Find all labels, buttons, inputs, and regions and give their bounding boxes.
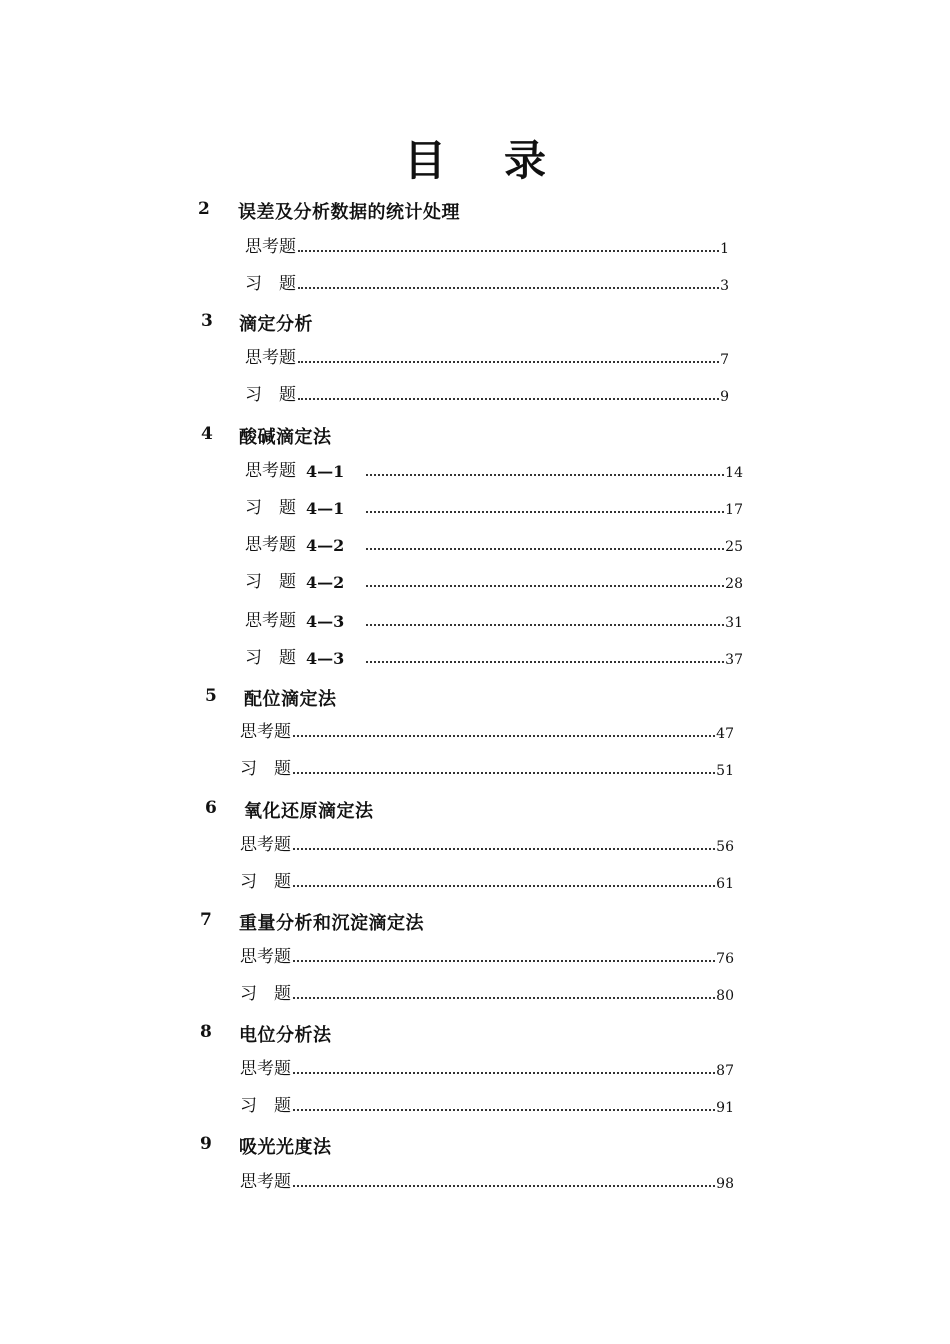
toc-entry[interactable] bbox=[240, 718, 734, 742]
entry-page: 51 bbox=[716, 763, 734, 779]
entry-page: 7 bbox=[720, 352, 729, 368]
entry-page: 61 bbox=[716, 876, 734, 892]
entry-label: 习 题 bbox=[245, 274, 296, 294]
entry-code: 4—3 bbox=[306, 649, 345, 668]
toc-entry[interactable] bbox=[240, 831, 734, 855]
entry-page: 37 bbox=[725, 652, 743, 668]
dot-leader bbox=[293, 884, 715, 887]
entry-page: 14 bbox=[725, 465, 743, 481]
toc-entry[interactable] bbox=[245, 494, 743, 518]
dot-leader bbox=[298, 286, 719, 289]
dot-leader bbox=[293, 996, 715, 999]
dot-leader bbox=[366, 584, 724, 587]
entry-page: 3 bbox=[720, 278, 729, 294]
entry-label: 思考题 bbox=[240, 1059, 291, 1079]
toc-entry[interactable] bbox=[240, 755, 734, 779]
toc-entry[interactable] bbox=[245, 457, 743, 481]
entry-label: 思考题 bbox=[245, 535, 296, 555]
page-title-right: 录 bbox=[504, 136, 547, 185]
toc-entry[interactable] bbox=[240, 1168, 734, 1192]
toc-entry[interactable] bbox=[245, 381, 729, 405]
page-title bbox=[0, 128, 950, 188]
chapter-number: 2 bbox=[198, 199, 210, 219]
chapter-number: 7 bbox=[200, 910, 212, 930]
entry-label: 思考题 bbox=[240, 947, 291, 967]
dot-leader bbox=[293, 734, 715, 737]
entry-page: 87 bbox=[716, 1063, 734, 1079]
entry-page: 47 bbox=[716, 726, 734, 742]
entry-page: 31 bbox=[725, 615, 743, 631]
entry-page: 91 bbox=[716, 1100, 734, 1116]
entry-code: 4—3 bbox=[306, 612, 345, 631]
toc-entry[interactable] bbox=[240, 1055, 734, 1079]
dot-leader bbox=[298, 249, 719, 252]
entry-code: 4—2 bbox=[306, 573, 345, 592]
entry-label: 思考题 bbox=[245, 348, 296, 368]
chapter-number: 3 bbox=[201, 311, 213, 331]
chapter-number: 4 bbox=[201, 424, 213, 444]
entry-code: 4—1 bbox=[306, 462, 345, 481]
chapter-number: 9 bbox=[200, 1134, 212, 1154]
entry-page: 17 bbox=[725, 502, 743, 518]
dot-leader bbox=[293, 771, 715, 774]
toc-entry[interactable] bbox=[245, 531, 743, 555]
dot-leader bbox=[293, 847, 715, 850]
chapter-title[interactable]: 电位分析法 bbox=[239, 1025, 332, 1046]
entry-label: 习 题 bbox=[245, 572, 296, 592]
entry-page: 25 bbox=[725, 539, 743, 555]
toc-entry[interactable] bbox=[245, 270, 729, 294]
entry-label: 思考题 bbox=[245, 611, 296, 631]
entry-label: 习 题 bbox=[240, 872, 291, 892]
chapter-number: 6 bbox=[205, 798, 217, 818]
entry-label: 思考题 bbox=[240, 835, 291, 855]
chapter-title[interactable]: 配位滴定法 bbox=[244, 689, 337, 710]
entry-label: 思考题 bbox=[245, 461, 296, 481]
chapter-title[interactable]: 氧化还原滴定法 bbox=[244, 801, 374, 822]
entry-code: 4—2 bbox=[306, 536, 345, 555]
entry-code: 4—1 bbox=[306, 499, 345, 518]
toc-entry[interactable] bbox=[240, 980, 734, 1004]
chapter-title[interactable]: 滴定分析 bbox=[239, 314, 313, 335]
toc-entry[interactable] bbox=[245, 344, 729, 368]
toc-entry[interactable] bbox=[245, 644, 743, 668]
entry-page: 56 bbox=[716, 839, 734, 855]
toc-entry[interactable] bbox=[240, 868, 734, 892]
toc-entry[interactable] bbox=[240, 943, 734, 967]
chapter-title[interactable]: 吸光光度法 bbox=[239, 1137, 332, 1158]
entry-label: 习 题 bbox=[240, 759, 291, 779]
entry-page: 80 bbox=[716, 988, 734, 1004]
entry-label: 习 题 bbox=[240, 1096, 291, 1116]
entry-label: 习 题 bbox=[245, 648, 296, 668]
dot-leader bbox=[293, 1184, 715, 1187]
dot-leader bbox=[366, 623, 724, 626]
entry-label: 思考题 bbox=[245, 237, 296, 257]
dot-leader bbox=[366, 510, 724, 513]
entry-page: 28 bbox=[725, 576, 743, 592]
toc-entry[interactable] bbox=[245, 568, 743, 592]
entry-page: 76 bbox=[716, 951, 734, 967]
entry-label: 思考题 bbox=[240, 1172, 291, 1192]
dot-leader bbox=[366, 660, 724, 663]
toc-entry[interactable] bbox=[240, 1092, 734, 1116]
entry-label: 思考题 bbox=[240, 722, 291, 742]
dot-leader bbox=[366, 473, 724, 476]
dot-leader bbox=[298, 397, 719, 400]
dot-leader bbox=[298, 360, 719, 363]
dot-leader bbox=[366, 547, 724, 550]
chapter-title[interactable]: 误差及分析数据的统计处理 bbox=[238, 202, 460, 223]
entry-label: 习 题 bbox=[245, 498, 296, 518]
entry-page: 1 bbox=[720, 241, 729, 257]
entry-page: 98 bbox=[716, 1176, 734, 1192]
dot-leader bbox=[293, 1071, 715, 1074]
chapter-number: 8 bbox=[200, 1022, 212, 1042]
entry-label: 习 题 bbox=[240, 984, 291, 1004]
entry-label: 习 题 bbox=[245, 385, 296, 405]
chapter-number: 5 bbox=[205, 686, 217, 706]
dot-leader bbox=[293, 959, 715, 962]
chapter-title[interactable]: 酸碱滴定法 bbox=[239, 427, 332, 448]
page-title-left: 目 bbox=[403, 136, 446, 185]
entry-page: 9 bbox=[720, 389, 729, 405]
toc-entry[interactable] bbox=[245, 607, 743, 631]
dot-leader bbox=[293, 1108, 715, 1111]
chapter-title[interactable]: 重量分析和沉淀滴定法 bbox=[239, 913, 424, 934]
toc-entry[interactable] bbox=[245, 233, 729, 257]
